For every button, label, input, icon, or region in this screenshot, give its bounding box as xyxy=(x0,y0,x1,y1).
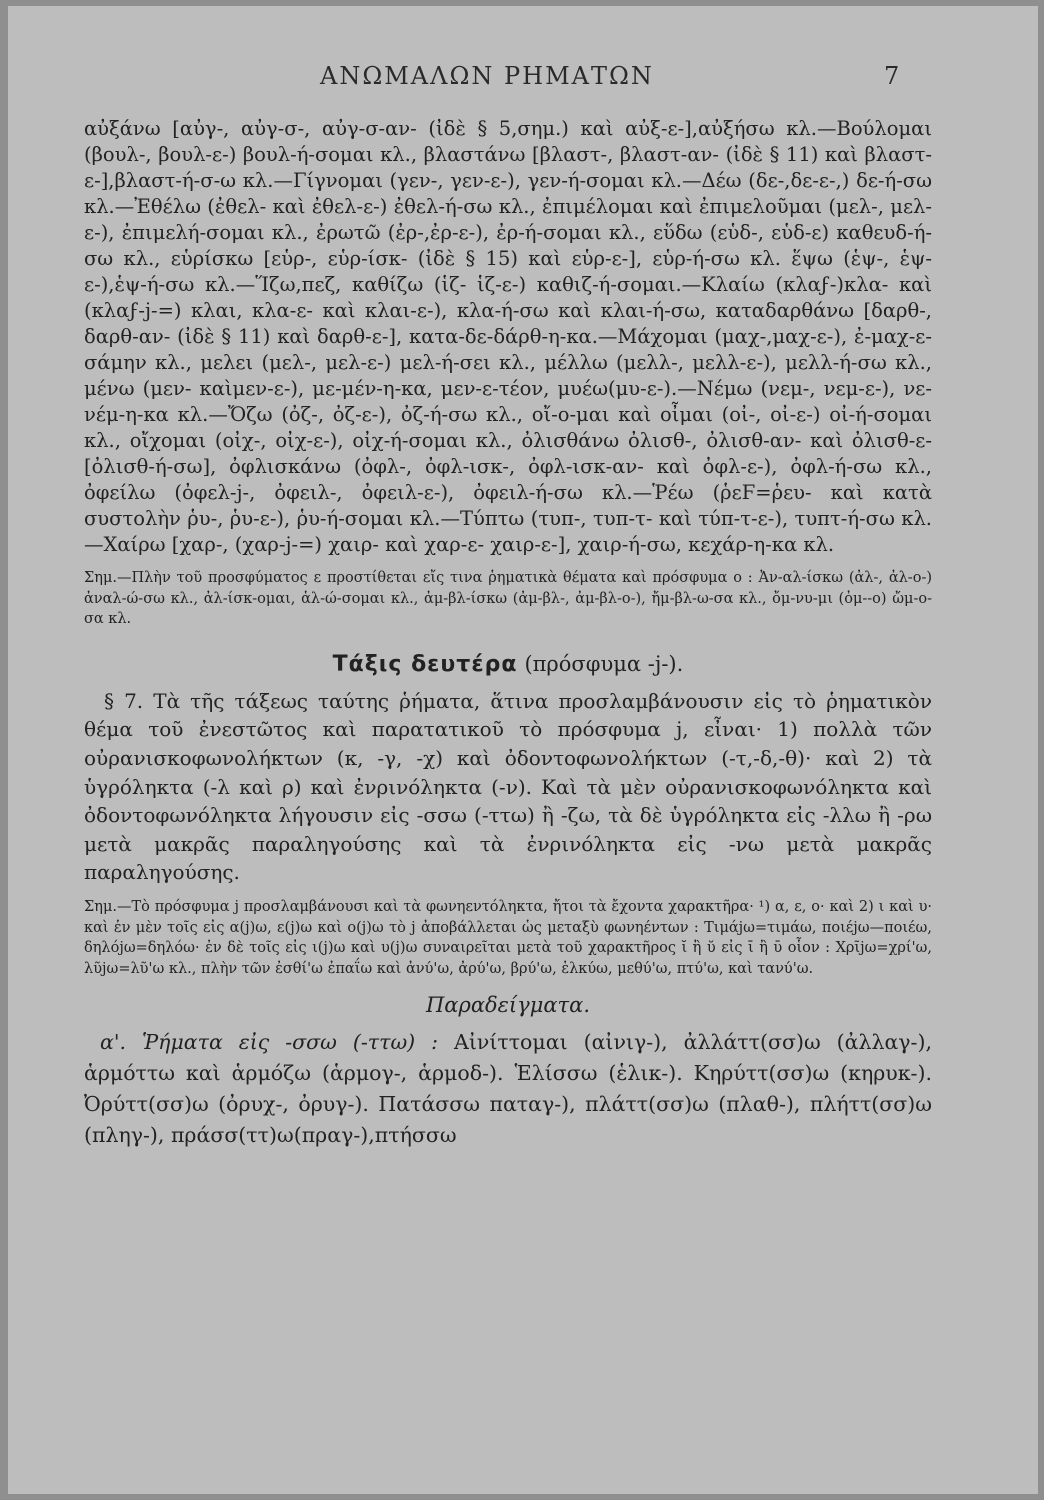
section-heading-main: Τάξις δευτέρα xyxy=(332,651,518,677)
book-page xyxy=(8,6,1038,1494)
page-body xyxy=(84,116,932,1151)
note-prosphyma-o: Σημ.—Πλὴν τοῦ προσφύματος ε προστίθεται εἴς τινα ῥηματικὰ θέματα καὶ πρόσφυμα ο : Ἀν-αλ-ίσκω (ἀλ-, ἀλ-ο-) ἀναλ-ώ-σω κλ., ἀλ-ίσκ-ομαι, ἁλ-ώ-σομαι κλ., ἀμ-βλ-ίσκω (ἀμ-βλ-, ἀμ-βλ-ο-), ἤμ-βλ-ω-σα κλ., ὄμ-νυ-μι (ὀμ--ο) ὤμ-ο-σα κλ. xyxy=(84,570,932,628)
section-7-paragraph: § 7. Τὰ τῆς τάξεως ταύτης ῥήματα, ἅτινα προσλαμβάνουσιν εἰς τὸ ῥηματικὸν θέμα τοῦ ἐνεστῶτος καὶ παρατατικοῦ τὸ πρόσφυμα j, εἶναι· 1) πολλὰ τῶν οὐρανισκοφωνολήκτων (κ, -γ, -χ) καὶ ὀδοντοφωνολήκτων (-τ,-δ,-θ)· καὶ 2) τὰ ὑγρόληκτα (-λ καὶ ρ) καὶ ἐνρινόληκτα (-ν). Καὶ τὰ μὲν οὐρανισκοφωνόληκτα καὶ ὀδοντοφωνόληκτα λήγουσιν εἰς -σσω (-ττω) ἢ -ζω, τὰ δὲ ὑγρόληκτα εἰς -λλω ἢ -ρω μετὰ μακρᾶς παραληγούσης καὶ τὰ ἐνρινόληκτα εἰς -νω μετὰ μακρᾶς παραληγούσης. xyxy=(84,688,932,885)
example-a-lead: α'. Ῥήματα εἰς -σσω (-ττω) : xyxy=(100,1030,439,1055)
page-header-title: ΑΝΩΜΑΛΩΝ ΡΗΜΑΤΩΝ xyxy=(320,62,654,90)
section-heading xyxy=(84,652,932,677)
note-prosphyma-j: Σημ.—Τὸ πρόσφυμα j προσλαμβάνουσι καὶ τὰ φωνηεντόληκτα, ἤτοι τὰ ἔχοντα χαρακτῆρα· ¹) α, ε, ο· καὶ 2) ι καὶ υ· καὶ ἐν μὲν τοῖς εἰς α(j)ω, ε(j)ω καὶ ο(j)ω τὸ j ἀποβάλλεται ὡς μεταξὺ φωνηέντων : Τιμάjω=τιμάω, ποιέjω—ποιέω, δηλόjω=δηλόω· ἐν δὲ τοῖς εἰς ι(j)ω καὶ υ(j)ω συναιρεῖται μετὰ τοῦ χαρακτῆρος ῐ ἢ ῠ εἰς ῑ ἢ ῡ οἷον : Χρῖjω=χρί'ω, λῦjω=λῦ'ω κλ., πλὴν τῶν ἐσθί'ω ἐπαΐω καὶ ἀνύ'ω, ἀρύ'ω, βρύ'ω, ἑλκύω, μεθύ'ω, πτύ'ω, καὶ τανύ'ω. xyxy=(84,898,932,977)
example-a-paragraph xyxy=(84,1027,932,1151)
section-heading-sub: (πρόσφυμα -j-). xyxy=(524,651,684,676)
example-a-text: Αἰνίττομαι (αἰνιγ-), ἀλλάττ(σσ)ω (ἀλλαγ-), ἁρμόττω καὶ ἁρμόζω (ἁρμογ-, ἁρμοδ-). Ἑλίσσω (ἑλικ-). Κηρύττ(σσ)ω (κηρυκ-). Ὀρύττ(σσ)ω (ὀρυχ-, ὀρυγ-). Πατάσσω παταγ-), πλάττ(σσ)ω (πλαθ-), πλήττ(σσ)ω (πληγ-), πράσσ(ττ)ω(πραγ-),πτήσσω xyxy=(84,1030,932,1148)
examples-heading: Παραδείγματα. xyxy=(425,993,591,1018)
verb-list-paragraph: αὐξάνω [αὐγ-, αὐγ-σ-, αὐγ-σ-αν- (ἰδὲ § 5,σημ.) καὶ αὐξ-ε-],αὐξήσω κλ.—Βούλομαι (βουλ-, βουλ-ε-) βουλ-ή-σομαι κλ., βλαστάνω [βλαστ-, βλαστ-αν- (ἰδὲ § 11) καὶ βλαστ-ε-],βλαστ-ή-σ-ω κλ.—Γίγνομαι (γεν-, γεν-ε-), γεν-ή-σομαι κλ.—Δέω (δε-,δε-ε-,) δε-ή-σω κλ.—Ἐθέλω (ἐθελ- καὶ ἐθελ-ε-) ἐθελ-ή-σω κλ., ἐπιμέλομαι καὶ ἐπιμελοῦμαι (μελ-, μελ-ε-), ἐπιμελή-σομαι κλ., ἐρωτῶ (ἐρ-,ἐρ-ε-), ἐρ-ή-σομαι κλ., εὕδω (εὑδ-, εὑδ-ε) καθευδ-ή-σω κλ., εὑρίσκω [εὑρ-, εὑρ-ίσκ- (ἰδὲ § 15) καὶ εὑρ-ε-], εὑρ-ή-σω κλ. ἕψω (ἑψ-, ἑψ-ε-),ἑψ-ή-σω κλ.—Ἵζω,πεζ, καθίζω (ἱζ- ἱζ-ε-) καθιζ-ή-σομαι.—Κλαίω (κλαϝ-)κλα- καὶ (κλαϝ-j-=) κλαι, κλα-ε- καὶ κλαι-ε-), κλα-ή-σω καὶ κλαι-ή-σω, καταδαρθάνω [δαρθ-, δαρθ-αν- (ἰδὲ § 11) καὶ δαρθ-ε-], κατα-δε-δάρθ-η-κα.—Μάχομαι (μαχ-,μαχ-ε-), ἐ-μαχ-ε-σάμην κλ., μελει (μελ-, μελ-ε-) μελ-ή-σει κλ., μέλλω (μελλ-, μελλ-ε-), μελλ-ή-σω κλ., μένω (μεν- καὶμεν-ε-), με-μέν-η-κα, μεν-ε-τέον, μυέω(μυ-ε-).—Νέμω (νεμ-, νεμ-ε-), νε-νέμ-η-κα κλ.—Ὄζω (ὀζ-, ὀζ-ε-), ὀζ-ή-σω κλ., οἴ-ο-μαι καὶ οἶμαι (οἰ-, οἰ-ε-) οἰ-ή-σομαι κλ., οἴχομαι (οἰχ-, οἰχ-ε-), οἰχ-ή-σομαι κλ., ὀλισθάνω ὀλισθ-, ὀλισθ-αν- καὶ ὀλισθ-ε- [ὀλισθ-ή-σω], ὀφλισκάνω (ὀφλ-, ὀφλ-ισκ-, ὀφλ-ισκ-αν- καὶ ὀφλ-ε-), ὀφλ-ή-σω κλ., ὀφείλω (ὀφελ-j-, ὀφειλ-, ὀφειλ-ε-), ὀφειλ-ή-σω κλ.—Ῥέω (ῥεϜ=ῥευ- καὶ κατὰ συστολὴν ῥυ-, ῥυ-ε-), ῥυ-ή-σομαι κλ.—Τύπτω (τυπ-, τυπ-τ- καὶ τύπ-τ-ε-), τυπτ-ή-σω κλ.—Χαίρω [χαρ-, (χαρ-j-=) χαιρ- καὶ χαρ-ε- χαιρ-ε-], χαιρ-ή-σω, κεχάρ-η-κα κλ. xyxy=(84,117,932,556)
page-number: 7 xyxy=(884,62,902,90)
